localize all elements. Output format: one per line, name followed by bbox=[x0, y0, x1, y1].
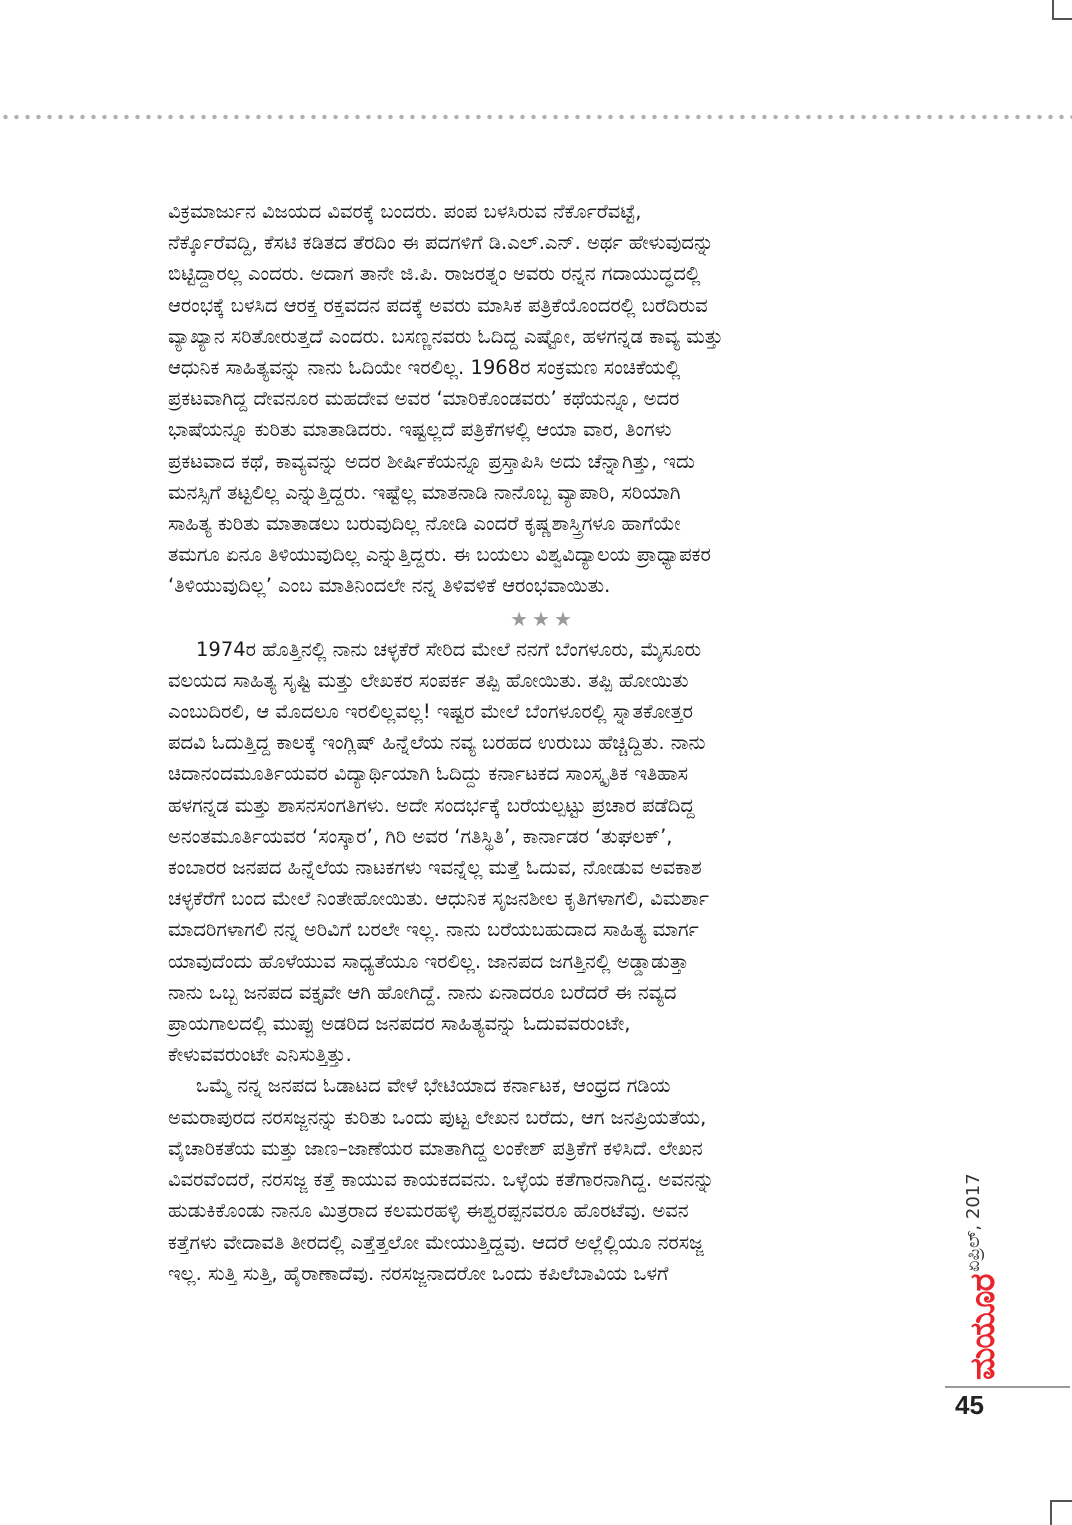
text-line: ನಾನು ಒಬ್ಬ ಜನಪದ ವಕ್ತೃವೇ ಆಗಿ ಹೋಗಿದ್ದೆ. ನಾನು ಏನಾದರೂ ಬರೆದರೆ ಈ ನವ್ಯದ bbox=[168, 980, 677, 1004]
text-line: ಚಳ್ಳಕೆರೆಗೆ ಬಂದ ಮೇಲೆ ನಿಂತೇಹೋಯಿತು. ಆಧುನಿಕ ಸೃಜನಶೀಲ ಕೃತಿಗಳಾಗಲಿ, ವಿಮರ್ಶಾ bbox=[168, 887, 709, 911]
text-line: ‘ತಿಳಿಯುವುದಿಲ್ಲ’ ಎಂಬ ಮಾತಿನಿಂದಲೇ ನನ್ನ ತಿಳಿವಳಿಕೆ ಆರಂಭವಾಯಿತು. bbox=[168, 574, 611, 598]
page-number: 45 bbox=[955, 1390, 984, 1420]
text-line: ತಮಗೂ ಏನೂ ತಿಳಿಯುವುದಿಲ್ಲ ಎನ್ನುತ್ತಿದ್ದರು. ಈ ಬಯಲು ವಿಶ್ವವಿದ್ಯಾಲಯ ಪ್ರಾಧ್ಯಾಪಕರ bbox=[168, 543, 711, 567]
text-line: ಇಲ್ಲ. ಸುತ್ತಿ ಸುತ್ತಿ, ಹೈರಾಣಾದೆವು. ನರಸಜ್ಜನಾದರೋ ಒಂದು ಕಪಿಲೆಬಾವಿಯ ಒಳಗೆ bbox=[168, 1261, 669, 1285]
text-line: ಬಿಟ್ಟಿದ್ದಾರಲ್ಲ ಎಂದರು. ಅದಾಗ ತಾನೇ ಜಿ.ಪಿ. ರಾಜರತ್ನಂ ಅವರು ರನ್ನನ ಗದಾಯುದ್ಧದಲ್ಲಿ bbox=[168, 262, 701, 286]
magazine-logo: ಮಯೂರ bbox=[963, 1274, 1003, 1380]
text-line: ಭಾಷೆಯನ್ನೂ ಕುರಿತು ಮಾತಾಡಿದರು. ಇಷ್ಟಲ್ಲದೆ ಪತ್ರಿಕೆಗಳಲ್ಲಿ ಆಯಾ ವಾರ, ತಿಂಗಳು bbox=[168, 418, 672, 442]
text-line: ಪದವಿ ಓದುತ್ತಿದ್ದ ಕಾಲಕ್ಕೆ ಇಂಗ್ಲಿಷ್ ಹಿನ್ನೆಲೆಯ ನವ್ಯ ಬರಹದ ಉರುಬು ಹೆಚ್ಚಿದ್ದಿತು. ನಾನು bbox=[168, 731, 706, 755]
paragraph-3 bbox=[168, 1070, 918, 1288]
text-line: ಹುಡುಕಿಕೊಂಡು ನಾನೂ ಮಿತ್ರರಾದ ಕಲಮರಹಳ್ಳಿ ಈಶ್ವರಪ್ಪನವರೂ ಹೊರಟೆವು. ಅವನ bbox=[168, 1199, 689, 1223]
text-line: ವಿಕ್ರಮಾರ್ಜುನ ವಿಜಯದ ವಿವರಕ್ಕೆ ಬಂದರು. ಪಂಪ ಬಳಸಿರುವ ನೆರ್ಕೊರೆವಟ್ಟೆ, bbox=[168, 200, 642, 223]
section-break-stars: ★★★ bbox=[510, 606, 576, 631]
text-line: ವೈಚಾರಿಕತೆಯ ಮತ್ತು ಜಾಣ–ಜಾಣೆಯರ ಮಾತಾಗಿದ್ದ ಲಂಕೇಶ್ ಪತ್ರಿಕೆಗೆ ಕಳಿಸಿದೆ. ಲೇಖನ bbox=[168, 1136, 703, 1160]
text-line: ಮಾದರಿಗಳಾಗಲಿ ನನ್ನ ಅರಿವಿಗೆ ಬರಲೇ ಇಲ್ಲ. ನಾನು ಬರೆಯಬಹುದಾದ ಸಾಹಿತ್ಯ ಮಾರ್ಗ bbox=[168, 918, 699, 942]
text-line: ಅನಂತಮೂರ್ತಿಯವರ ‘ಸಂಸ್ಕಾರ’, ಗಿರಿ ಅವರ ‘ಗತಿಸ್ಥಿತಿ’, ಕಾರ್ನಾಡರ ‘ತುಘಲಕ್’, bbox=[168, 824, 673, 848]
crop-mark-top-right bbox=[1052, 0, 1054, 20]
crop-mark-bottom-right bbox=[1050, 1500, 1052, 1525]
text-line: ಪ್ರಾಯಗಾಲದಲ್ಲಿ ಮುಪ್ಪು ಅಡರಿದ ಜನಪದರ ಸಾಹಿತ್ಯವನ್ನು ಓದುವವರುಂಟೇ, bbox=[168, 1012, 631, 1036]
article-body bbox=[168, 196, 918, 1289]
crop-mark-bottom-right-h bbox=[1050, 1500, 1072, 1502]
text-line: ವ್ಯಾಖ್ಯಾನ ಸರಿತೋರುತ್ತದೆ ಎಂದರು. ಬಸಣ್ಣನವರು ಓದಿದ್ದ ಎಷ್ಟೋ, ಹಳಗನ್ನಡ ಕಾವ್ಯ ಮತ್ತು bbox=[168, 324, 723, 348]
text-line: ಪ್ರಕಟವಾಗಿದ್ದ ದೇವನೂರ ಮಹದೇವ ಅವರ ‘ಮಾರಿಕೊಂಡವರು’ ಕಥೆಯನ್ನೂ, ಅದರ bbox=[168, 387, 680, 411]
text-line: ಚಿದಾನಂದಮೂರ್ತಿಯವರ ವಿದ್ಯಾರ್ಥಿಯಾಗಿ ಓದಿದ್ದು ಕರ್ನಾಟಕದ ಸಾಂಸ್ಕೃತಿಕ ಇತಿಹಾಸ bbox=[168, 762, 688, 786]
text-line: ಹಳಗನ್ನಡ ಮತ್ತು ಶಾಸನಸಂಗತಿಗಳು. ಅದೇ ಸಂದರ್ಭಕ್ಕೆ ಬರೆಯಲ್ಪಟ್ಟು ಪ್ರಚಾರ ಪಡೆದಿದ್ದ bbox=[168, 793, 695, 817]
text-line: ಅಮರಾಪುರದ ನರಸಜ್ಜನನ್ನು ಕುರಿತು ಒಂದು ಪುಟ್ಟ ಲೇಖನ ಬರೆದು, ಆಗ ಜನಪ್ರಿಯತೆಯ, bbox=[168, 1105, 707, 1129]
text-line: ಯಾವುದೆಂದು ಹೊಳೆಯುವ ಸಾಧ್ಯತೆಯೂ ಇರಲಿಲ್ಲ. ಜಾನಪದ ಜಗತ್ತಿನಲ್ಲಿ ಅಡ್ಡಾಡುತ್ತಾ bbox=[168, 949, 689, 973]
issue-date: ಏಪ್ರಿಲ್, 2017 bbox=[963, 1173, 984, 1272]
text-line: ಪ್ರಕಟವಾದ ಕಥೆ, ಕಾವ್ಯವನ್ನು ಅದರ ಶೀರ್ಷಿಕೆಯನ್ನೂ ಪ್ರಸ್ತಾಪಿಸಿ ಅದು ಚೆನ್ನಾಗಿತ್ತು, ಇದು bbox=[168, 449, 695, 473]
text-line: ಎಂಬುದಿರಲಿ, ಆ ಮೊದಲೂ ಇರಲಿಲ್ಲವಲ್ಲ! ಇಷ್ಟರ ಮೇಲೆ ಬೆಂಗಳೂರಲ್ಲಿ ಸ್ನಾತಕೋತ್ತರ bbox=[168, 700, 693, 724]
text-line: ಕಂಬಾರರ ಜನಪದ ಹಿನ್ನೆಲೆಯ ನಾಟಕಗಳು ಇವನ್ನೆಲ್ಲ ಮತ್ತೆ ಓದುವ, ನೋಡುವ ಅವಕಾಶ bbox=[168, 856, 702, 880]
crop-mark-top-right-h bbox=[1052, 18, 1072, 20]
text-line: ನೆರ್ಕ್ಕೊರೆವದ್ದಿ, ಕೆಸಟಿ ಕಡಿತದ ತೆರದಿಂ ಈ ಪದಗಳಿಗೆ ಡಿ.ಎಲ್.ಎನ್. ಅರ್ಥ ಹೇಳುವುದನ್ನು bbox=[168, 231, 714, 255]
text-line: ಸಾಹಿತ್ಯ ಕುರಿತು ಮಾತಾಡಲು ಬರುವುದಿಲ್ಲ ನೋಡಿ ಎಂದರೆ ಕೃಷ್ಣಶಾಸ್ತ್ರಿಗಳೂ ಹಾಗೆಯೇ bbox=[168, 512, 681, 536]
text-line: ಒಮ್ಮೆ ನನ್ನ ಜನಪದ ಓಡಾಟದ ವೇಳೆ ಭೇಟಿಯಾದ ಕರ್ನಾಟಕ, ಆಂಧ್ರದ ಗಡಿಯ bbox=[196, 1074, 671, 1098]
paragraph-1 bbox=[168, 196, 918, 602]
text-line: ಆಧುನಿಕ ಸಾಹಿತ್ಯವನ್ನು ನಾನು ಓದಿಯೇ ಇರಲಿಲ್ಲ. 1968ರ ಸಂಕ್ರಮಣ ಸಂಚಿಕೆಯಲ್ಲಿ bbox=[168, 356, 681, 380]
text-line: 1974ರ ಹೊತ್ತಿನಲ್ಲಿ ನಾನು ಚಳ್ಳಕೆರೆ ಸೇರಿದ ಮೇಲೆ ನನಗೆ ಬೆಂಗಳೂರು, ಮೈಸೂರು bbox=[196, 637, 702, 661]
text-line: ಆರಂಭಕ್ಕೆ ಬಳಸಿದ ಆರಕ್ತ ರಕ್ತವದನ ಪದಕ್ಕೆ ಅವರು ಮಾಸಿಕ ಪತ್ರಿಕೆಯೊಂದರಲ್ಲಿ ಬರೆದಿರುವ bbox=[168, 293, 708, 317]
text-line: ಕತ್ತೆಗಳು ವೇದಾವತಿ ತೀರದಲ್ಲಿ ಎತ್ತೆತ್ತಲೋ ಮೇಯುತ್ತಿದ್ದವು. ಆದರೆ ಅಲ್ಲೆಲ್ಲಿಯೂ ನರಸಜ್ಜ bbox=[168, 1230, 704, 1254]
text-line: ಕೇಳುವವರುಂಟೇ ಎನಿಸುತ್ತಿತ್ತು. bbox=[168, 1043, 352, 1067]
text-line: ವಿವರವೆಂದರೆ, ನರಸಜ್ಜ ಕತ್ತೆ ಕಾಯುವ ಕಾಯಕದವನು. ಒಳ್ಳೆಯ ಕತೆಗಾರನಾಗಿದ್ದ. ಅವನನ್ನು bbox=[168, 1168, 715, 1192]
footer-rule bbox=[945, 1386, 1070, 1388]
paragraph-2 bbox=[168, 634, 918, 1071]
text-line: ಮನಸ್ಸಿಗೆ ತಟ್ಟಲಿಲ್ಲ ಎನ್ನುತ್ತಿದ್ದರು. ಇಷ್ಟೆಲ್ಲ ಮಾತನಾಡಿ ನಾನೊಬ್ಬ ವ್ಯಾಪಾರಿ, ಸರಿಯಾಗಿ bbox=[168, 480, 681, 504]
dotted-separator bbox=[0, 114, 1072, 120]
text-line: ವಲಯದ ಸಾಹಿತ್ಯ ಸೃಷ್ಟಿ ಮತ್ತು ಲೇಖಕರ ಸಂಪರ್ಕ ತಪ್ಪಿ ಹೋಯಿತು. ತಪ್ಪಿ ಹೋಯಿತು bbox=[168, 668, 689, 692]
